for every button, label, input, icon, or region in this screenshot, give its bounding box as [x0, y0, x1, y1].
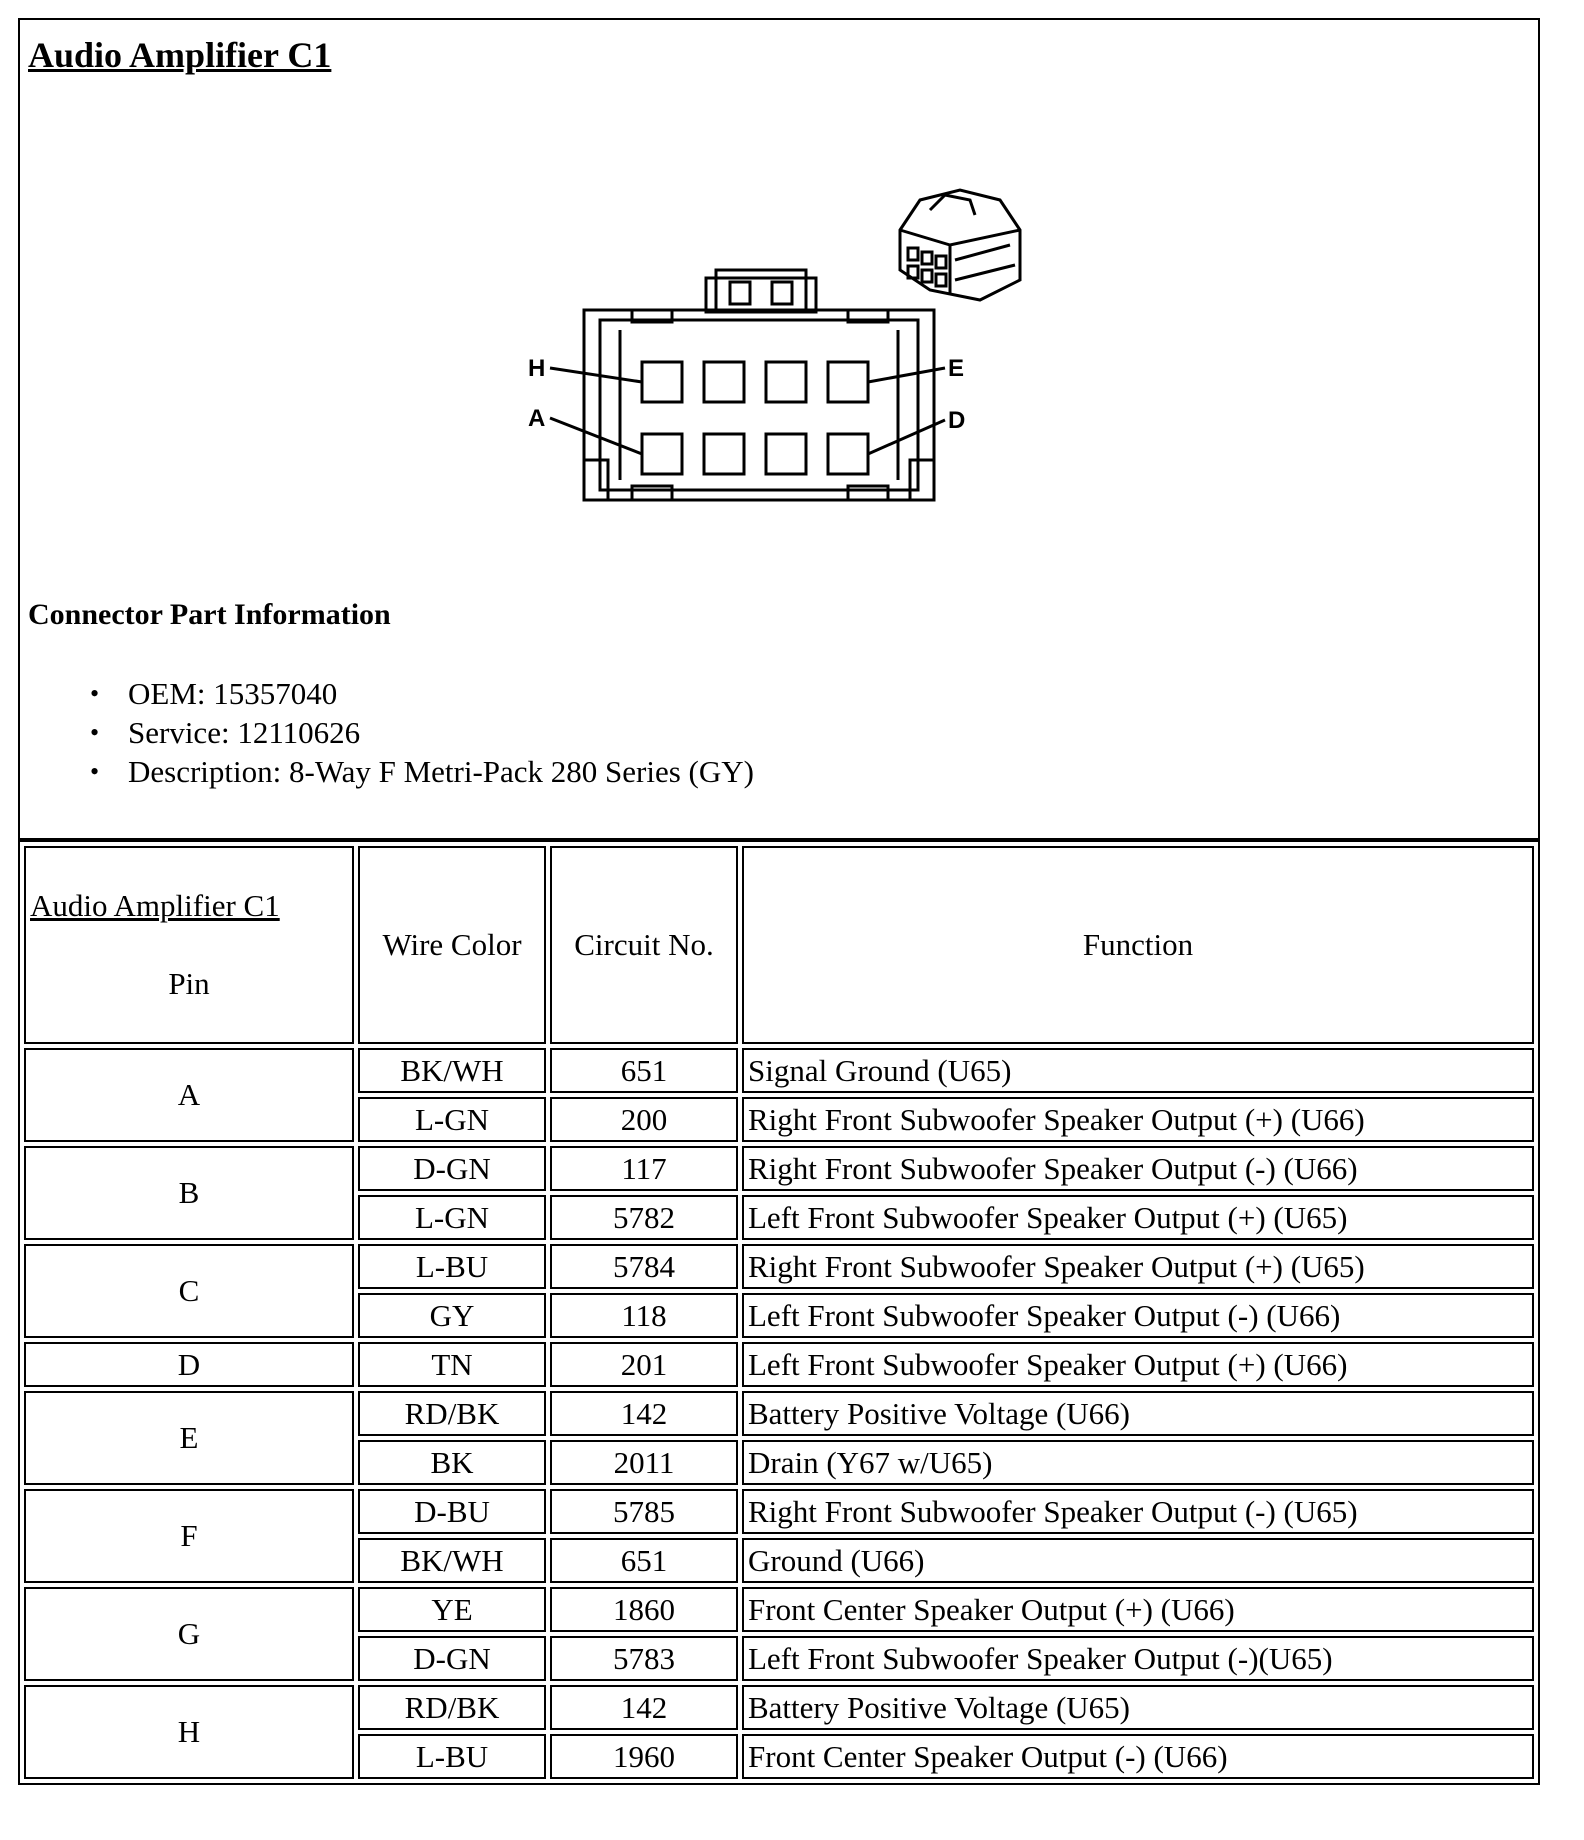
- wire-color-cell: BK/WH: [358, 1538, 546, 1583]
- table-row: [24, 1587, 1534, 1632]
- circuit-cell: 200: [550, 1097, 738, 1142]
- wire-color-cell: BK: [358, 1440, 546, 1485]
- wire-color-cell: BK/WH: [358, 1048, 546, 1093]
- circuit-cell: 1960: [550, 1734, 738, 1779]
- connector-part-list: [80, 674, 754, 791]
- cavity-b: [704, 434, 744, 474]
- circuit-cell: 5783: [550, 1636, 738, 1681]
- function-cell: Right Front Subwoofer Speaker Output (+) (U66): [742, 1097, 1534, 1142]
- pin-cell: G: [24, 1587, 354, 1681]
- circuit-cell: 201: [550, 1342, 738, 1387]
- table-row: [24, 1391, 1534, 1436]
- circuit-cell: 142: [550, 1391, 738, 1436]
- connector-face-diagram: [500, 170, 1060, 550]
- circuit-cell: 142: [550, 1685, 738, 1730]
- connector-info-box: [18, 18, 1540, 841]
- pin-cell: E: [24, 1391, 354, 1485]
- pin-label-h: H: [528, 355, 546, 382]
- connector-housing: [584, 270, 934, 500]
- function-cell: Battery Positive Voltage (U66): [742, 1391, 1534, 1436]
- function-cell: Right Front Subwoofer Speaker Output (+) (U65): [742, 1244, 1534, 1289]
- table-row: [24, 1489, 1534, 1534]
- pin-label-a: A: [528, 405, 546, 432]
- function-cell: Left Front Subwoofer Speaker Output (+) (U66): [742, 1342, 1534, 1387]
- part-item-service: • Service: 12110626: [80, 713, 754, 752]
- circuit-cell: 117: [550, 1146, 738, 1191]
- pin-label-e: E: [948, 355, 965, 382]
- header-pin-sub: Pin: [168, 966, 210, 1001]
- function-cell: Front Center Speaker Output (+) (U66): [742, 1587, 1534, 1632]
- part-item-oem: • OEM: 15357040: [80, 674, 754, 713]
- circuit-cell: 2011: [550, 1440, 738, 1485]
- header-circuit: Circuit No.: [550, 846, 738, 1044]
- pin-cell: F: [24, 1489, 354, 1583]
- table-row: [24, 1146, 1534, 1191]
- cavity-a: [642, 434, 682, 474]
- part-item-description: • Description: 8-Way F Metri-Pack 280 Series (GY): [80, 752, 754, 791]
- wire-color-cell: D-GN: [358, 1146, 546, 1191]
- pinout-table: [18, 840, 1540, 1785]
- header-pin: [24, 846, 354, 1044]
- function-cell: Right Front Subwoofer Speaker Output (-) (U66): [742, 1146, 1534, 1191]
- function-cell: Left Front Subwoofer Speaker Output (-) (U66): [742, 1293, 1534, 1338]
- wire-color-cell: L-BU: [358, 1244, 546, 1289]
- pin-cell: A: [24, 1048, 354, 1142]
- circuit-cell: 651: [550, 1048, 738, 1093]
- cavity-d: [828, 434, 868, 474]
- function-cell: Left Front Subwoofer Speaker Output (-)(U65): [742, 1636, 1534, 1681]
- circuit-cell: 651: [550, 1538, 738, 1583]
- wire-color-cell: RD/BK: [358, 1391, 546, 1436]
- document-sheet: [18, 18, 1540, 1826]
- header-pin-title: Audio Amplifier C1: [30, 888, 280, 923]
- table-row: [24, 1048, 1534, 1093]
- pin-cell: D: [24, 1342, 354, 1387]
- table-header-row: [24, 846, 1534, 1044]
- pin-cavities: [642, 362, 868, 474]
- wire-color-cell: GY: [358, 1293, 546, 1338]
- circuit-cell: 5785: [550, 1489, 738, 1534]
- connector-3d-illustration: [900, 190, 1020, 300]
- wire-color-cell: TN: [358, 1342, 546, 1387]
- cavity-f: [766, 362, 806, 402]
- pinout-table-body: [24, 1048, 1534, 1779]
- header-wire-color: Wire Color: [358, 846, 546, 1044]
- wire-color-cell: YE: [358, 1587, 546, 1632]
- wire-color-cell: L-GN: [358, 1097, 546, 1142]
- cavity-g: [704, 362, 744, 402]
- page-title: Audio Amplifier C1: [28, 35, 332, 75]
- wire-color-cell: D-BU: [358, 1489, 546, 1534]
- wire-color-cell: L-BU: [358, 1734, 546, 1779]
- pin-leader-lines: [550, 368, 945, 454]
- circuit-cell: 5784: [550, 1244, 738, 1289]
- pin-cell: H: [24, 1685, 354, 1779]
- cavity-e: [828, 362, 868, 402]
- pin-cell: C: [24, 1244, 354, 1338]
- wire-color-cell: D-GN: [358, 1636, 546, 1681]
- wire-color-cell: RD/BK: [358, 1685, 546, 1730]
- function-cell: Left Front Subwoofer Speaker Output (+) (U65): [742, 1195, 1534, 1240]
- function-cell: Signal Ground (U65): [742, 1048, 1534, 1093]
- table-row: [24, 1685, 1534, 1730]
- circuit-cell: 118: [550, 1293, 738, 1338]
- function-cell: Right Front Subwoofer Speaker Output (-) (U65): [742, 1489, 1534, 1534]
- circuit-cell: 1860: [550, 1587, 738, 1632]
- connector-info-heading: Connector Part Information: [28, 598, 391, 631]
- function-cell: Battery Positive Voltage (U65): [742, 1685, 1534, 1730]
- pin-cell: B: [24, 1146, 354, 1240]
- wire-color-cell: L-GN: [358, 1195, 546, 1240]
- function-cell: Front Center Speaker Output (-) (U66): [742, 1734, 1534, 1779]
- header-function: Function: [742, 846, 1534, 1044]
- table-row: [24, 1342, 1534, 1387]
- function-cell: Drain (Y67 w/U65): [742, 1440, 1534, 1485]
- function-cell: Ground (U66): [742, 1538, 1534, 1583]
- circuit-cell: 5782: [550, 1195, 738, 1240]
- pin-label-d: D: [948, 407, 966, 434]
- cavity-h: [642, 362, 682, 402]
- cavity-c: [766, 434, 806, 474]
- table-row: [24, 1244, 1534, 1289]
